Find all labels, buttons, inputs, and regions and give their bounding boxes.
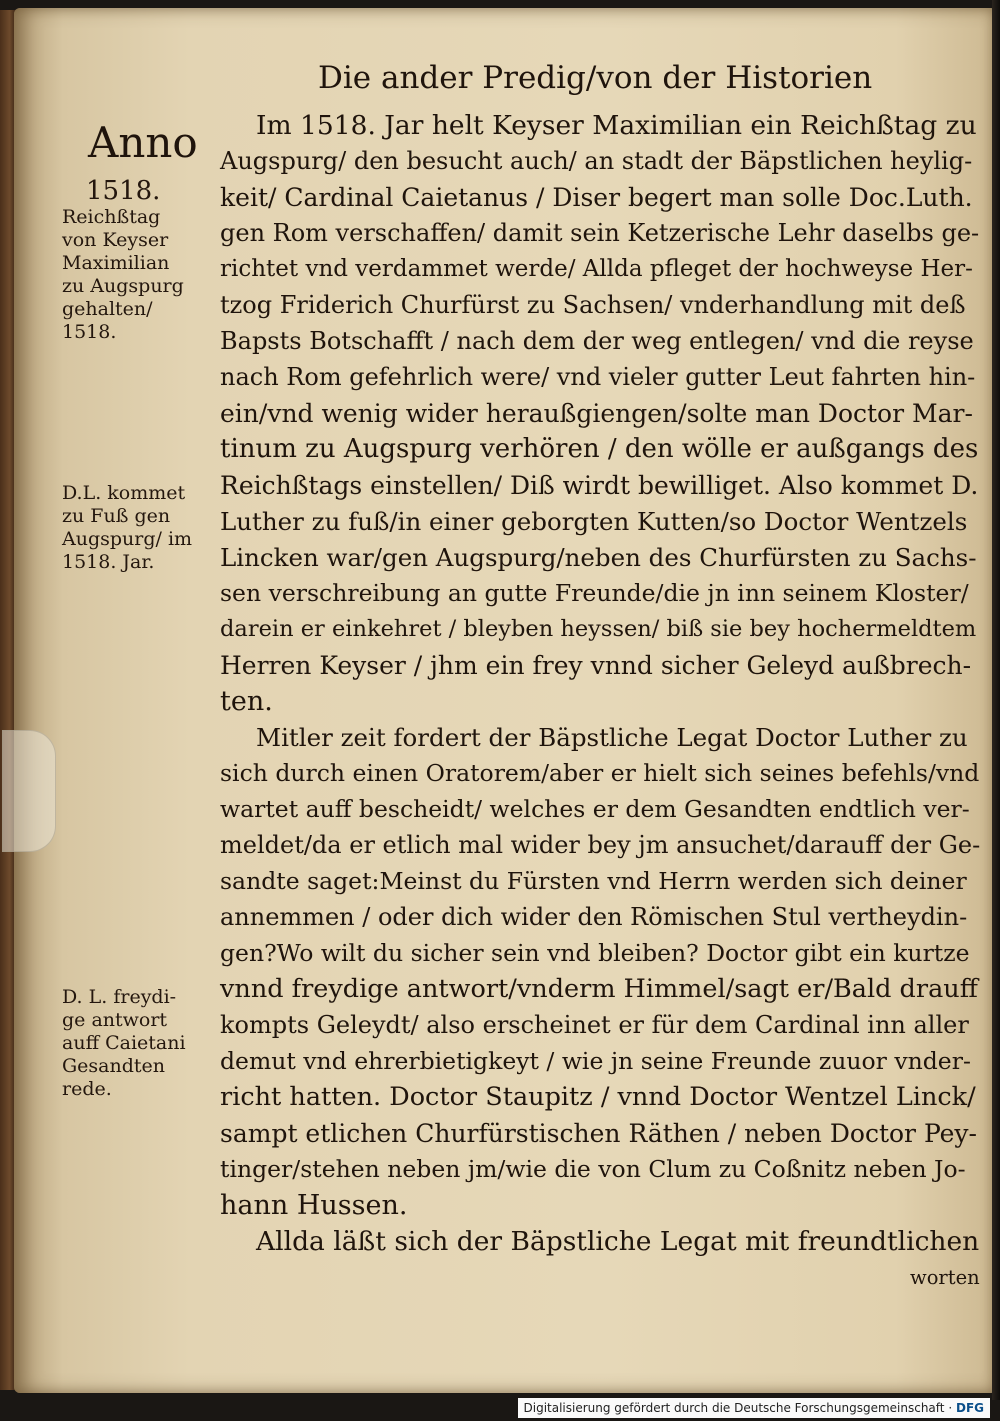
text-line: sen verschreibung an gutte Freunde/die jn inn seinem Kloster/ — [220, 579, 969, 607]
text-line: gen Rom verschaffen/ damit sein Ketzerische Lehr daselbs ge- — [220, 219, 980, 247]
margin-note-1 — [62, 176, 184, 344]
margin-note-line: Maximilian — [62, 252, 170, 274]
margin-note-line: Augspurg/ im — [62, 528, 193, 550]
text-line: Im 1518. Jar helt Keyser Maximilian ein Reichßtag zu — [256, 110, 977, 141]
margin-note-line: rede. — [62, 1078, 112, 1100]
margin-note-line: Gesandten — [62, 1055, 166, 1077]
text-line: keit/ Cardinal Caietanus / Diser begert man solle Doc.Luth. — [220, 183, 973, 212]
page-edge-shadow — [992, 0, 1000, 1400]
text-line: Allda läßt sich der Bäpstliche Legat mit freundtlichen — [256, 1226, 980, 1257]
margin-note-line: D. L. freydi- — [62, 986, 177, 1008]
text-line: demut vnd ehrerbietigkeyt / wie jn seine Freunde zuuor vnder- — [220, 1047, 971, 1075]
text-line: Lincken war/gen Augspurg/neben des Churfürsten zu Sachs- — [220, 543, 977, 572]
margin-note-line: Reichßtag — [62, 206, 161, 228]
text-line: Bapsts Botschafft / nach dem der weg entlegen/ vnd die reyse — [220, 327, 974, 355]
text-line: richt hatten. Doctor Staupitz / vnnd Doctor Wentzel Linck/ — [220, 1082, 976, 1112]
footer-credit: Digitalisierung gefördert durch die Deutsche Forschungsgemeinschaft · DFG — [518, 1398, 991, 1418]
running-header: Die ander Predig/von der Historien — [318, 60, 873, 96]
text-line: annemmen / oder dich wider den Römischen Stul vertheydin- — [220, 903, 968, 931]
margin-note-line: D.L. kommet — [62, 482, 186, 504]
margin-note-line: auff Caietani — [62, 1032, 186, 1054]
margin-note-line: zu Augspurg — [62, 275, 184, 297]
text-line: tinger/stehen neben jm/wie die von Clum zu Coßnitz neben Jo- — [220, 1155, 966, 1183]
text-line: Augspurg/ den besucht auch/ an stadt der Bäpstlichen heylig- — [220, 147, 973, 175]
text-line: sandte saget:Meinst du Fürsten vnd Herrn werden sich deiner — [220, 867, 967, 895]
clip-tab — [2, 730, 56, 852]
text-line: gen?Wo wilt du sicher sein vnd bleiben? Doctor gibt ein kurtze — [220, 939, 970, 967]
footer-text: Digitalisierung gefördert durch die Deutsche Forschungsgemeinschaft — [523, 1401, 945, 1415]
dfg-logo-icon: DFG — [955, 1401, 984, 1415]
text-line: Herren Keyser / jhm ein frey vnnd sicher Geleyd außbrech- — [220, 651, 972, 680]
margin-note-line: 1518. — [62, 321, 117, 343]
text-line: tinum zu Augspurg verhören / den wölle er außgangs des — [220, 434, 979, 464]
text-line: nach Rom gefehrlich were/ vnd vieler gutter Leut fahrten hin- — [220, 363, 976, 391]
margin-note-3 — [62, 986, 186, 1101]
text-line: kompts Geleydt/ also erscheinet er für dem Cardinal inn aller — [220, 1011, 969, 1039]
margin-note-line: ge antwort — [62, 1009, 168, 1031]
margin-note-line: zu Fuß gen — [62, 505, 171, 527]
text-line: ten. — [220, 686, 273, 717]
margin-note-line: gehalten/ — [62, 298, 153, 320]
margin-note-2 — [62, 482, 192, 574]
margin-note-line: 1518. Jar. — [62, 551, 155, 573]
text-line: richtet vnd verdammet werde/ Allda pfleget der hochweyse Her- — [220, 256, 973, 282]
text-line: sich durch einen Oratorem/aber er hielt sich seines befehls/vnd — [220, 759, 980, 787]
text-line: Mitler zeit fordert der Bäpstliche Legat Doctor Luther zu — [256, 723, 968, 752]
text-line: darein er einkehret / bleyben heyssen/ biß sie bey hochermeldtem — [220, 616, 977, 642]
text-line: Reichßtags einstellen/ Diß wirdt bewilliget. Also kommet D. — [220, 471, 979, 500]
text-line: meldet/da er etlich mal wider bey jm ansuchet/darauff der Ge- — [220, 831, 981, 859]
text-line: wartet auff bescheidt/ welches er dem Gesandten endtlich ver- — [220, 795, 970, 823]
text-line: sampt etlichen Churfürstischen Räthen / neben Doctor Pey- — [220, 1119, 978, 1148]
text-line: Luther zu fuß/in einer geborgten Kutten/so Doctor Wentzels — [220, 507, 968, 536]
catchword: worten — [910, 1266, 980, 1289]
margin-note-line: von Keyser — [62, 229, 169, 251]
text-line: tzog Friderich Churfürst zu Sachsen/ vnderhandlung mit deß — [220, 291, 966, 319]
text-line: hann Hussen. — [220, 1190, 408, 1221]
text-line: vnnd freydige antwort/vnderm Himmel/sagt er/Bald drauff — [220, 974, 978, 1004]
margin-note-line: 1518. — [86, 176, 161, 206]
margin-anno: Anno — [88, 118, 198, 167]
text-line: ein/vnd wenig wider heraußgiengen/solte man Doctor Mar- — [220, 399, 973, 428]
